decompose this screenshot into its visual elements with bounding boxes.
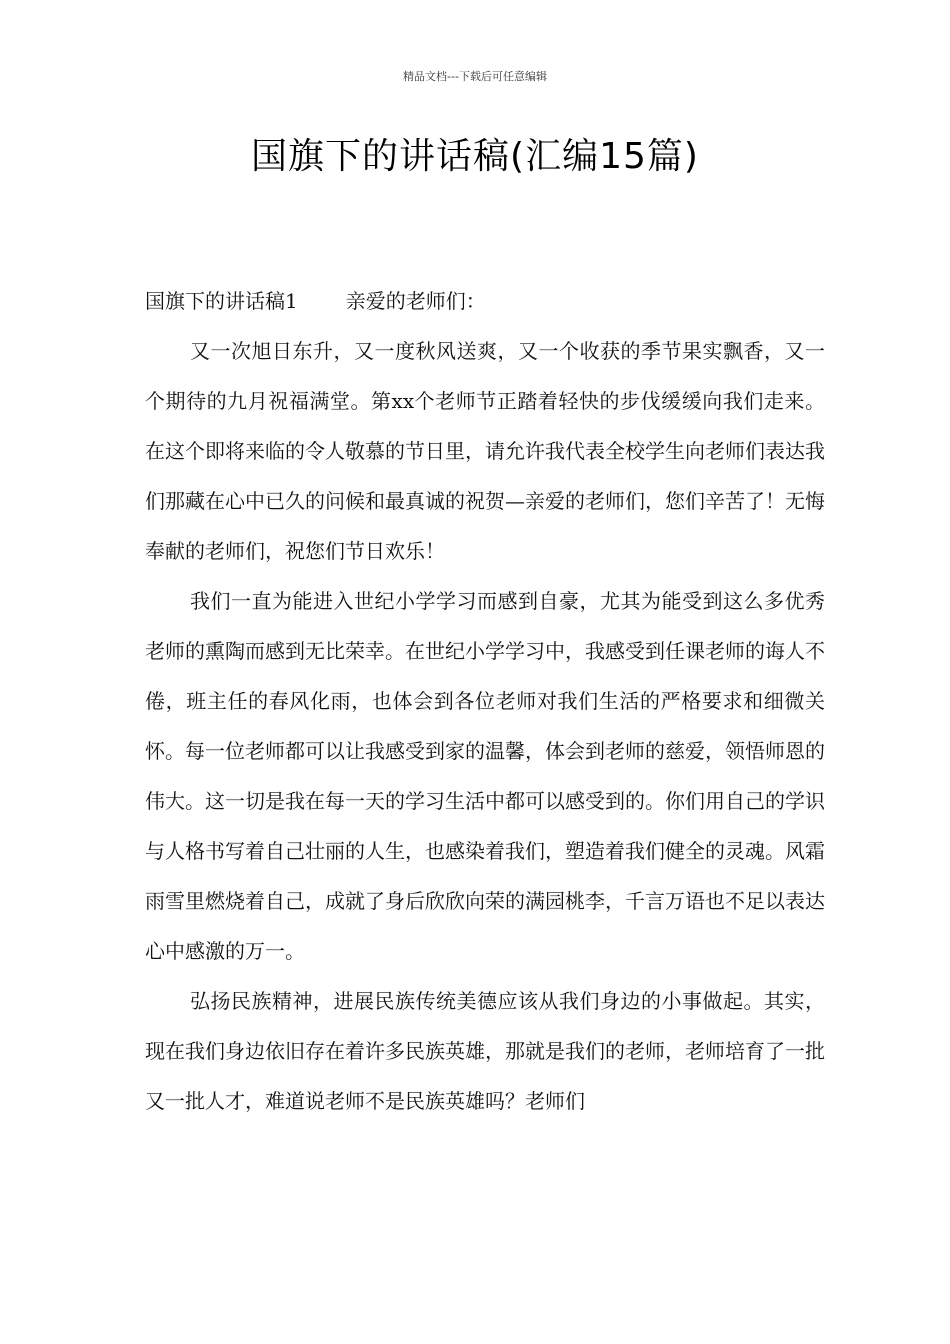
document-title: 国旗下的讲话稿(汇编15篇) xyxy=(251,136,699,177)
document-body xyxy=(145,276,825,1126)
paragraph-2: 我们一直为能进入世纪小学学习而感到自豪，尤其为能受到这么多优秀老师的熏陶而感到无比荣幸。在世纪小学学习中，我感受到任课老师的诲人不倦，班主任的春风化雨，也体会到各位老师对我们生活的严格要求和细微关怀。每一位老师都可以让我感受到家的温馨，体会到老师的慈爱，领悟师恩的伟大。这一切是我在每一天的学习生活中都可以感受到的。你们用自己的学识与人格书写着自己壮丽的人生，也感染着我们，塑造着我们健全的灵魂。风霜雨雪里燃烧着自己，成就了身后欣欣向荣的满园桃李，千言万语也不足以表达心中感激的万一。 xyxy=(145,589,825,963)
section-label: 国旗下的讲话稿1 xyxy=(145,289,298,313)
salutation: 亲爱的老师们： xyxy=(345,289,486,313)
opening-line xyxy=(145,276,825,326)
paragraph-3: 弘扬民族精神，进展民族传统美德应该从我们身边的小事做起。其实，现在我们身边依旧存在着许多民族英雄，那就是我们的老师，老师培育了一批又一批人才，难道说老师不是民族英雄吗？老师们 xyxy=(145,989,825,1113)
paragraph-1: 又一次旭日东升，又一度秋风送爽，又一个收获的季节果实飘香，又一个期待的九月祝福满堂。第xx个老师节正踏着轻快的步伐缓缓向我们走来。在这个即将来临的令人敬慕的节日里，请允许我代表全校学生向老师们表达我们那藏在心中已久的问候和最真诚的祝贺—亲爱的老师们，您们辛苦了！无悔奉献的老师们，祝您们节日欢乐！ xyxy=(145,339,825,563)
header-note: 精品文档---下载后可任意编辑 xyxy=(403,70,547,83)
